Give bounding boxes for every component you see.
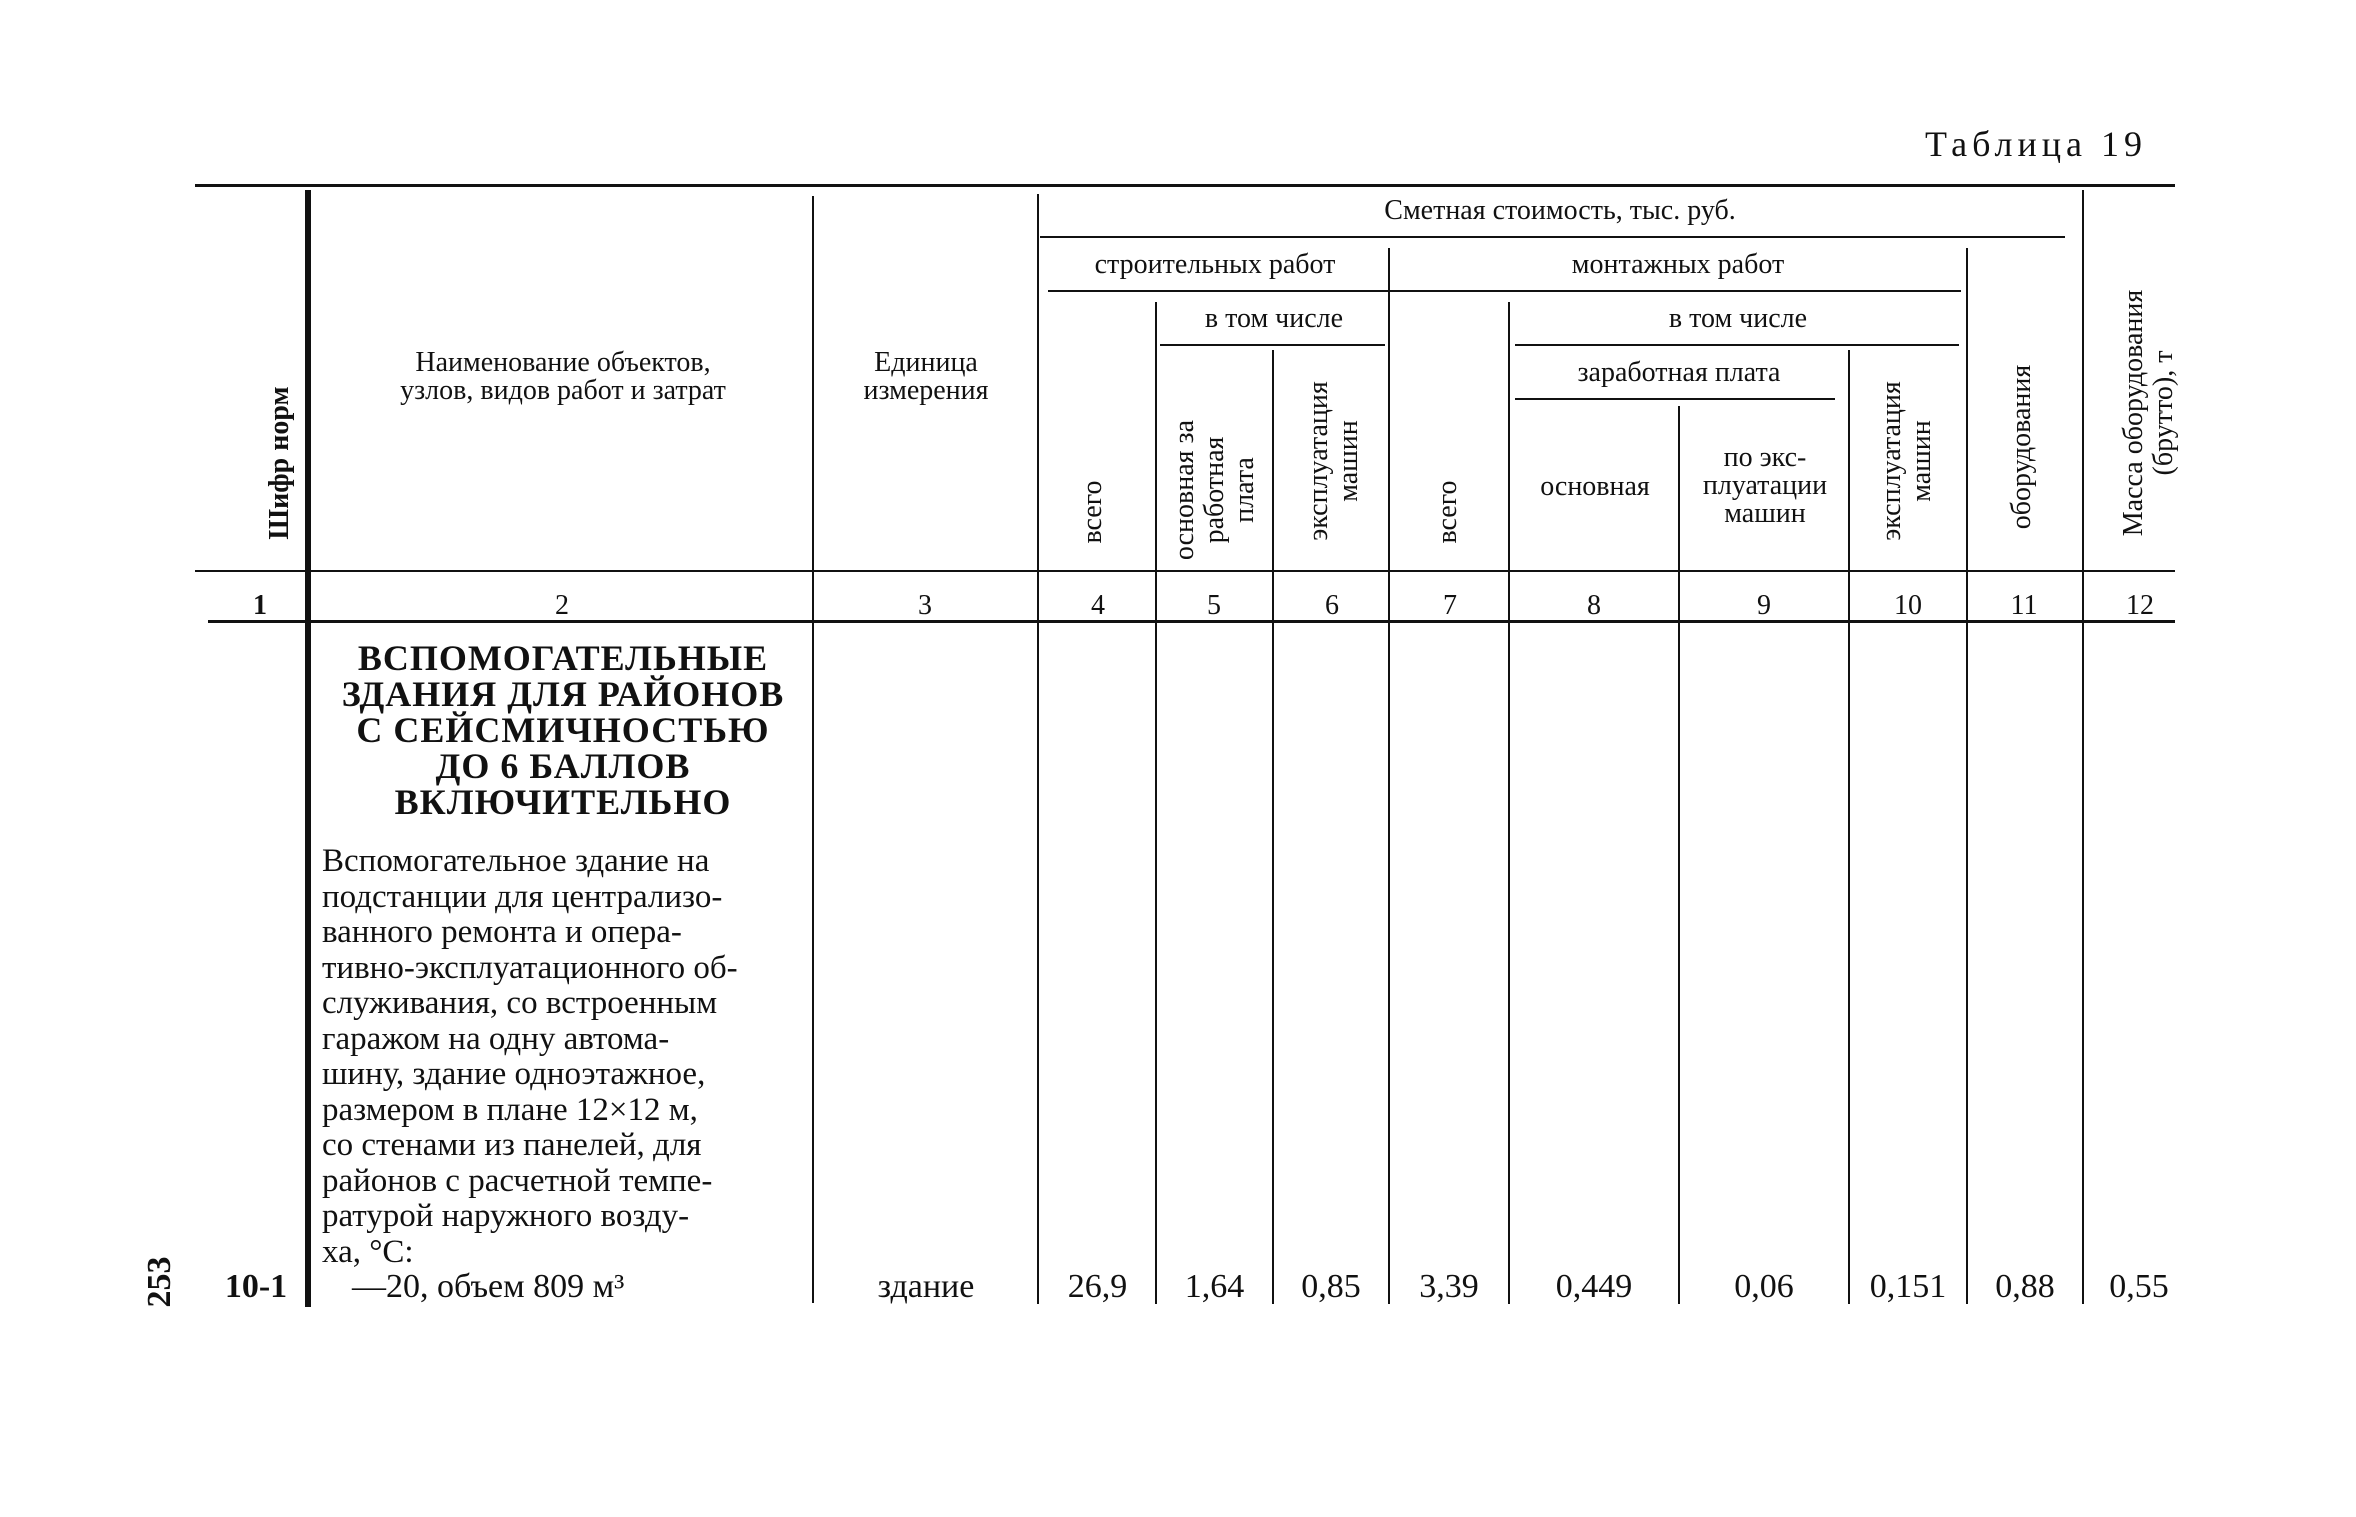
col-number-4: 4 — [1091, 590, 1105, 621]
wage-rule — [1515, 398, 1835, 400]
description-line-6: гаражом на одну автома- — [322, 1020, 670, 1057]
col-number-6: 6 — [1325, 590, 1339, 621]
description-line-12: ха, °С: — [322, 1233, 414, 1270]
name-col-rule — [812, 196, 814, 1303]
description-line-2: подстанции для централизо- — [322, 878, 723, 915]
installation-incl-rule — [1515, 344, 1959, 346]
section-title-line5: ВКЛЮЧИТЕЛЬНО — [394, 782, 732, 822]
col-number-7: 7 — [1443, 590, 1457, 621]
value-col7: 3,39 — [1419, 1268, 1479, 1305]
installation-incl-header: в том числе — [1668, 303, 1808, 334]
col7-rule — [1508, 302, 1510, 1304]
col5-line2: работная — [1199, 436, 1230, 544]
object-description — [322, 844, 810, 1270]
row-code: 10-1 — [224, 1268, 288, 1305]
value-col5: 1,64 — [1184, 1268, 1245, 1305]
table-label: Таблица 19 — [1925, 124, 2147, 164]
col6-line1: эксплуатация — [1303, 381, 1334, 541]
col-number-10: 10 — [1894, 590, 1922, 621]
value-col4: 26,9 — [1067, 1268, 1128, 1305]
col5-line3: плата — [1229, 457, 1260, 523]
col10-rule — [1966, 248, 1968, 1304]
col-number-5: 5 — [1207, 590, 1221, 621]
cost-group-rule — [1040, 236, 2065, 238]
description-line-7: шину, здание одноэтажное, — [322, 1056, 706, 1092]
col7-total-header: всего — [1432, 480, 1463, 544]
installation-header: монтажных работ — [1571, 249, 1785, 280]
col11-equipment-header: оборудования — [2006, 364, 2037, 530]
col-code-header: Шифр норм — [264, 386, 295, 540]
col10-line1: эксплуатация — [1876, 381, 1907, 541]
description-line-5: служивания, со встроенным — [322, 985, 718, 1021]
row-unit: здание — [877, 1268, 975, 1305]
value-col6: 0,85 — [1301, 1268, 1361, 1305]
col10-line2: машин — [1906, 420, 1937, 502]
col-number-2: 2 — [555, 590, 569, 621]
code-col-rule — [305, 190, 311, 1307]
description-line-8: размером в плане 12×12 м, — [322, 1091, 698, 1128]
col5-line1: основная за — [1169, 419, 1200, 561]
col-number-12: 12 — [2126, 590, 2154, 621]
section-title-line2: ЗДАНИЯ ДЛЯ РАЙОНОВ — [341, 674, 785, 714]
description-line-4: тивно-эксплуатационного об- — [322, 949, 738, 986]
description-line-9: со стенами из панелей, для — [322, 1127, 702, 1163]
col-number-8: 8 — [1587, 590, 1601, 621]
col12-line1: Масса оборудования — [2118, 289, 2149, 537]
wage-group-header: заработная плата — [1577, 357, 1781, 388]
col12-mass-header — [2119, 263, 2181, 563]
table-top-rule — [195, 184, 2175, 187]
description-line-11: ратурой наружного возду- — [322, 1198, 690, 1234]
unit-col-rule — [1037, 194, 1039, 1304]
page-number: 253 — [141, 1256, 178, 1308]
col11-rule — [2082, 190, 2084, 1304]
sub-group-rule — [1048, 290, 1961, 292]
col10-machines-header — [1877, 361, 1939, 561]
col-number-1: 1 — [253, 590, 267, 621]
col6-rule — [1388, 248, 1390, 1304]
col12-line2: (брутто), т — [2148, 350, 2179, 476]
col4-rule — [1155, 302, 1157, 1304]
col-number-3: 3 — [918, 590, 932, 621]
col8-basic-header: основная — [1540, 471, 1650, 502]
row-name: —20, объем 809 м³ — [352, 1268, 625, 1305]
col4-total-header: всего — [1077, 480, 1108, 544]
description-line-1: Вспомогательное здание на — [322, 843, 710, 879]
col8-rule — [1678, 406, 1680, 1304]
col9-by-machines-header — [1682, 444, 1848, 528]
description-line-3: ванного ремонта и опера- — [322, 914, 682, 950]
construction-incl-rule — [1160, 344, 1385, 346]
col-number-9: 9 — [1757, 590, 1771, 621]
col5-base-wage-header — [1170, 385, 1260, 595]
col6-machines-header — [1304, 361, 1366, 561]
col-unit-header-line1: Единица — [874, 347, 978, 378]
col9-rule — [1848, 350, 1850, 1304]
col9-line3: машин — [1724, 498, 1806, 529]
col-name-header-line2: узлов, видов работ и затрат — [400, 375, 726, 406]
col6-line2: машин — [1333, 420, 1364, 502]
col9-line2: плуатации — [1702, 470, 1828, 501]
cost-group-header: Сметная стоимость, тыс. руб. — [1384, 195, 1736, 226]
col5-rule — [1272, 350, 1274, 1304]
section-title-line3: С СЕЙСМИЧНОСТЬЮ — [356, 710, 770, 750]
construction-header: строительных работ — [1094, 249, 1336, 280]
col9-line1: по экс- — [1723, 442, 1807, 473]
construction-incl-header: в том числе — [1204, 303, 1344, 334]
value-col9: 0,06 — [1734, 1268, 1794, 1305]
value-col10: 0,151 — [1869, 1268, 1947, 1305]
value-col11: 0,88 — [1995, 1268, 2055, 1305]
value-col12: 0,55 — [2109, 1268, 2169, 1305]
section-title-line1: ВСПОМОГАТЕЛЬНЫЕ — [357, 638, 769, 678]
value-col8: 0,449 — [1555, 1268, 1633, 1305]
description-line-10: районов с расчетной темпе- — [322, 1162, 713, 1199]
col-name-header-line1: Наименование объектов, — [415, 347, 711, 378]
col-unit-header-line2: измерения — [863, 375, 989, 406]
section-title-line4: ДО 6 БАЛЛОВ — [435, 746, 691, 786]
col-number-11: 11 — [2010, 590, 2038, 621]
section-title — [314, 640, 812, 820]
